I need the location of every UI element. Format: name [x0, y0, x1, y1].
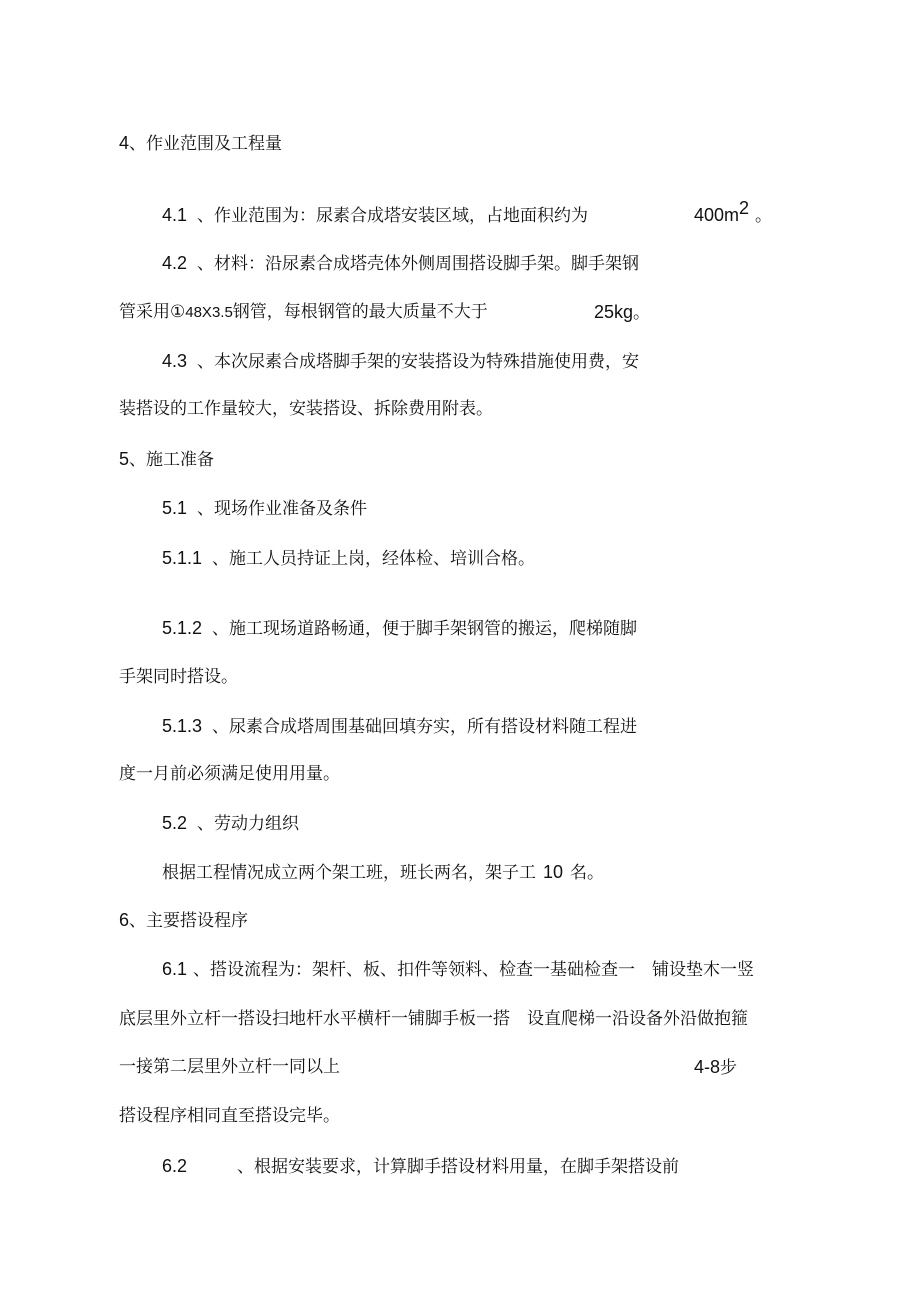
paragraph-5-2: 5.2 、劳动力组织	[162, 813, 300, 834]
paragraph-6-1-line-4: 搭设程序相同直至搭设完毕。	[119, 1106, 340, 1126]
heading-5: 5、施工准备	[119, 449, 215, 470]
paragraph-5-2-body: 根据工程情况成立两个架工班，班长两名，架子工 10 名。	[162, 862, 605, 883]
paragraph-6-1-line-1: 6.1 、搭设流程为：架杆、板、扣件等领料、检查一基础检查一 铺设垫木一竖	[162, 959, 755, 980]
paragraph-4-3-line-2: 装搭设的工作量较大，安装搭设、拆除费用附表。	[119, 399, 493, 419]
paragraph-5-1-1: 5.1.1 、施工人员持证上岗，经体检、培训合格。	[162, 548, 536, 569]
paragraph-4-2-mass-value: 25kg。	[594, 302, 651, 323]
paragraph-6-1-step-value: 4-8步	[694, 1057, 738, 1078]
paragraph-6-1-line-3: 一接第二层里外立杆一同以上	[119, 1057, 340, 1077]
heading-6: 6、主要搭设程序	[119, 910, 249, 931]
paragraph-4-3-line-1: 4.3 、本次尿素合成塔脚手架的安装搭设为特殊措施使用费，安	[162, 351, 640, 372]
paragraph-4-2-line-1: 4.2 、材料：沿尿素合成塔壳体外侧周围搭设脚手架。脚手架钢	[162, 253, 640, 274]
paragraph-6-1-line-2: 底层里外立杆一搭设扫地杆水平横杆一铺脚手板一搭 设直爬梯一沿设备外沿做抱箍	[119, 1009, 748, 1029]
paragraph-4-2-line-2: 管采用①48X3.5钢管，每根钢管的最大质量不大于	[119, 302, 488, 322]
paragraph-4-1-area-value: $400m^2$ 。	[694, 198, 773, 226]
paragraph-5-1-2-line-2: 手架同时搭设。	[119, 667, 238, 687]
heading-4: 4、作业范围及工程量	[119, 133, 283, 154]
paragraph-4-1: 4.1 、作业范围为：尿素合成塔安装区域，占地面积约为	[162, 205, 589, 226]
paragraph-5-1-3-line-1: 5.1.3 、尿素合成塔周围基础回填夯实，所有搭设材料随工程进	[162, 716, 638, 737]
paragraph-6-2: 6.2 、根据安装要求，计算脚手搭设材料用量，在脚手架搭设前	[162, 1156, 680, 1177]
paragraph-5-1-2-line-1: 5.1.2 、施工现场道路畅通，便于脚手架钢管的搬运，爬梯随脚	[162, 618, 638, 639]
paragraph-5-1: 5.1 、现场作业准备及条件	[162, 498, 368, 519]
paragraph-5-1-3-line-2: 度一月前必须满足使用用量。	[119, 764, 340, 784]
